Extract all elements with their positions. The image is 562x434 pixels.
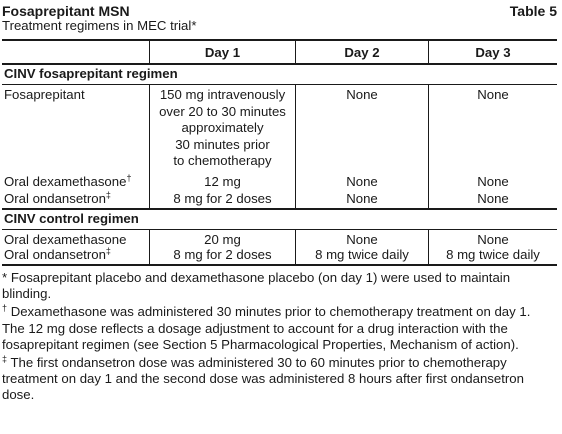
footnote — [2, 355, 554, 404]
footnote-mark: † — [126, 173, 132, 183]
section2-heading-rule — [2, 229, 557, 230]
day2-dose: 8 mg twice daily — [315, 247, 409, 262]
footnote — [2, 270, 554, 302]
document-title: Fosaprepitant MSN — [2, 3, 130, 19]
footnote-mark: ‡ — [2, 354, 8, 365]
drug-name: Oral dexamethasone — [4, 232, 127, 247]
column-header-day1: Day 1 — [204, 45, 241, 60]
column-header-day2: Day 2 — [344, 45, 380, 60]
header-bottom-rule — [2, 63, 557, 65]
drug-name — [4, 191, 111, 208]
table-bottom-rule — [2, 264, 557, 266]
column-header-day3: Day 3 — [475, 45, 511, 60]
day2-dose: None — [346, 232, 378, 247]
dose-line: approximately — [181, 120, 264, 135]
dose-line: 150 mg intravenously — [159, 87, 286, 102]
section-heading-fosaprepitant: CINV fosaprepitant regimen — [4, 66, 178, 81]
day3-dose: None — [477, 87, 509, 102]
day1-dose: 8 mg for 2 doses — [173, 247, 272, 262]
dose-line: over 20 to 30 minutes — [159, 103, 286, 119]
footnote-mark: ‡ — [105, 246, 111, 256]
drug-label: Oral ondansetron — [4, 191, 106, 206]
section-heading-control: CINV control regimen — [4, 211, 139, 226]
table-label: Table 5 — [509, 3, 557, 19]
drug-name: Fosaprepitant — [4, 87, 85, 102]
section1-bottom-rule — [2, 208, 557, 210]
drug-label: Oral ondansetron — [4, 247, 106, 262]
day1-dose: 20 mg — [204, 232, 241, 247]
dose-line: 30 minutes prior — [175, 136, 270, 152]
day2-dose: None — [346, 87, 378, 102]
day1-dose: 8 mg for 2 doses — [173, 191, 272, 206]
footnote-text: Fosaprepitant placebo and dexamethasone placebo (on day 1) were used to maintain blinding. — [2, 270, 511, 302]
drug-name — [4, 247, 111, 264]
footnote-mark: * — [2, 270, 8, 285]
footnotes — [2, 270, 554, 406]
title-row — [2, 3, 557, 19]
drug-label: Oral dexamethasone — [4, 174, 127, 189]
footnote-mark: † — [2, 303, 8, 314]
day1-dose — [150, 87, 295, 170]
day3-dose: None — [477, 191, 509, 206]
day3-dose: 8 mg twice daily — [446, 247, 540, 262]
day3-dose: None — [477, 174, 509, 189]
footnote-mark: ‡ — [105, 190, 111, 200]
footnote-text: Dexamethasone was administered 30 minutes prior to chemotherapy treatment on day 1. The 12 mg dose reflects a dosage adjustment to account for a drug interaction with the fosaprepitant regimen (see Section 5 Pharmacological Properties, Mechanism of action). — [2, 304, 531, 352]
footnote — [2, 304, 554, 353]
drug-name — [4, 174, 131, 191]
day2-dose: None — [346, 191, 378, 206]
table-top-rule — [2, 39, 557, 41]
section1-heading-rule — [2, 84, 557, 85]
table-subtitle: Treatment regimens in MEC trial* — [2, 18, 197, 33]
footnote-text: The first ondansetron dose was administered 30 to 60 minutes prior to chemotherapy treatment on day 1 and the second dose was administered 8 hours after first ondansetron dose. — [2, 355, 524, 403]
day1-dose: 12 mg — [204, 174, 241, 189]
day2-dose: None — [346, 174, 378, 189]
dose-line: to chemotherapy — [173, 153, 272, 168]
day3-dose: None — [477, 232, 509, 247]
